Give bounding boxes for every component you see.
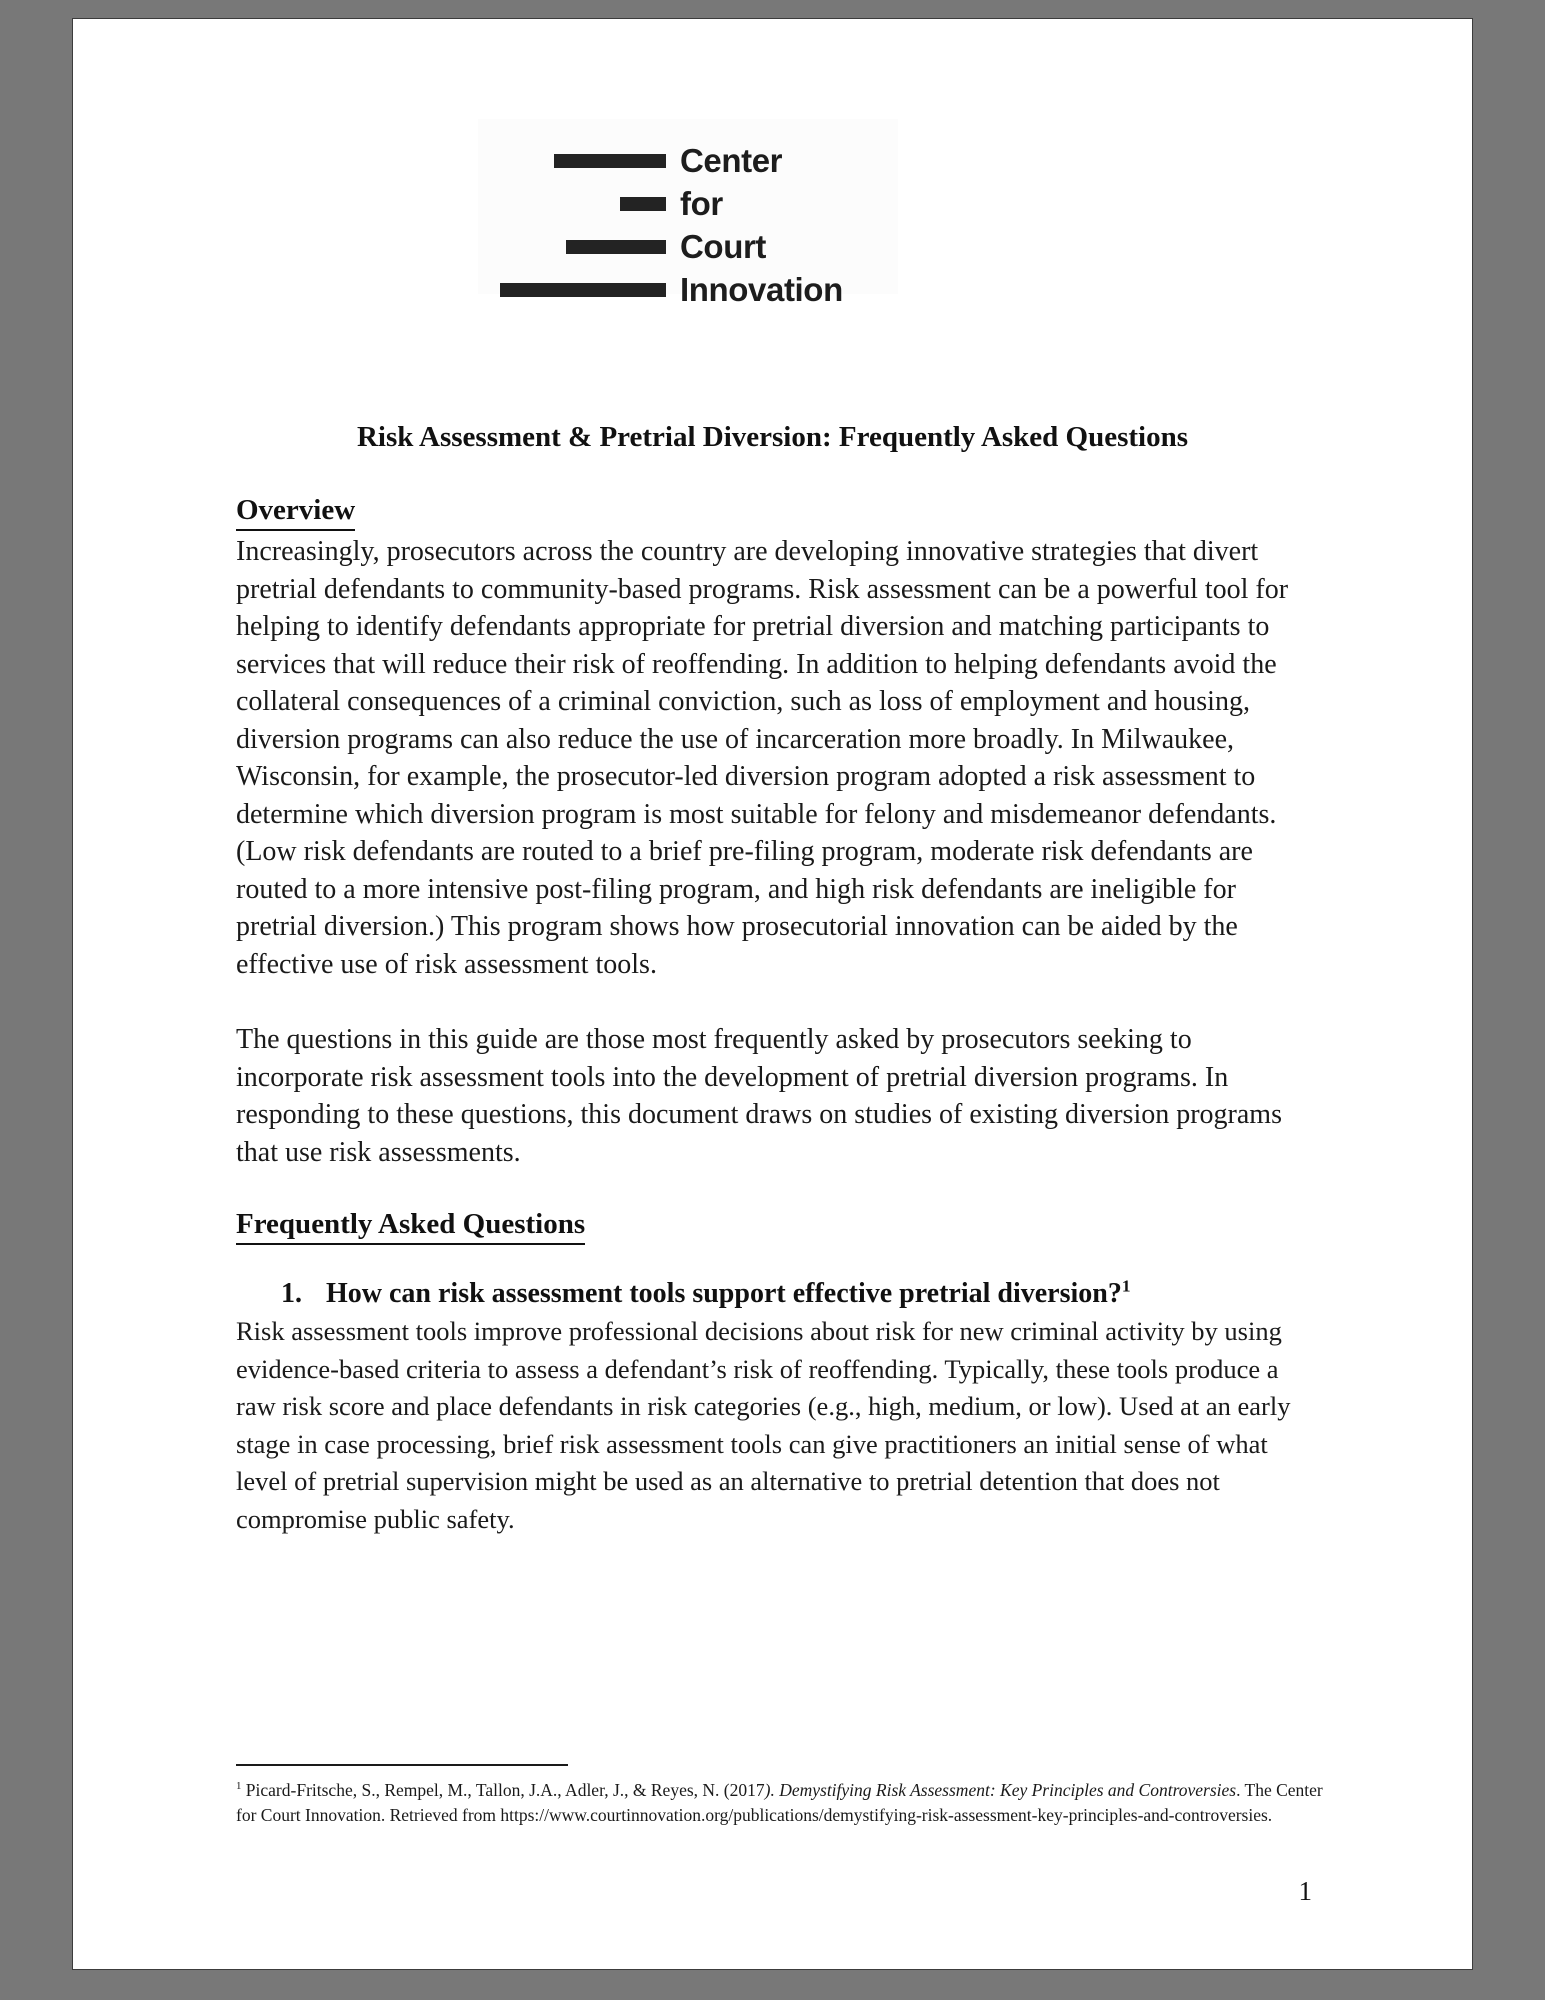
logo-bar-cell-4: [500, 283, 680, 297]
faq-answer-text: Risk assessment tools improve professional decisions about risk for new criminal activity by using evidence-based criteria to assess a defendant’s risk of reoffending. Typically, these tools produce a raw risk score and place defendants in risk categories (e.g., high, medium, or low). Used at an early stage in case processing, brief risk assessment tools can give practitioners an initial sense of what level of pretrial supervision might be used as an alternative to pretrial detention that does not compromise public safety.: [236, 1316, 1291, 1534]
footnote-reference-marker[interactable]: 1: [1121, 1276, 1131, 1296]
logo-inner: [500, 143, 880, 315]
logo-bar-icon: [554, 154, 666, 168]
logo-bar-icon: [620, 197, 666, 211]
document-body: [236, 491, 1311, 1538]
footnote-source: . The Center for Court Innovation. Retrieved from https://www.courtinnovation.org/publications/demystifying-risk-assessment-key-principles-and-controversies.: [236, 1780, 1323, 1825]
logo-row-1: [500, 143, 880, 179]
footnote-text: [236, 1778, 1326, 1828]
footnote-authors: Picard-Fritsche, S., Rempel, M., Tallon, J.A., Adler, J., & Reyes, N. (2017: [245, 1780, 765, 1800]
faq-question-text: [326, 1275, 1311, 1313]
logo-bar-icon: [500, 283, 666, 297]
footnote-block: [236, 1764, 1326, 1828]
organization-logo: [478, 119, 898, 308]
overview-heading-wrap: [236, 491, 1311, 533]
section-heading-faq: Frequently Asked Questions: [236, 1205, 585, 1245]
section-gap: [236, 1171, 1311, 1205]
section-heading-overview: Overview: [236, 491, 355, 531]
logo-row-2: [500, 186, 880, 222]
document-page: [72, 18, 1473, 1970]
footnote-separator-rule: [236, 1764, 568, 1766]
logo-row-4: [500, 272, 880, 308]
logo-word-for: for: [680, 185, 723, 222]
faq-question-item: [236, 1275, 1311, 1313]
logo-row-3: [500, 229, 880, 265]
faq-question-list: [236, 1275, 1311, 1313]
faq-question-number: 1.: [281, 1278, 302, 1309]
page-number: 1: [1298, 1876, 1312, 1906]
overview-paragraph-2: The questions in this guide are those most frequently asked by prosecutors seeking to incorporate risk assessment tools into the development of pretrial diversion programs. In responding to these questions, this document draws on studies of existing diversion programs that use risk assessments.: [236, 1024, 1282, 1168]
faq-question-label: How can risk assessment tools support effective pretrial diversion?: [326, 1278, 1122, 1309]
faq-gap: [236, 1247, 1311, 1275]
logo-word-center: Center: [680, 142, 783, 179]
logo-word-court: Court: [680, 228, 766, 265]
faq-heading-wrap: [236, 1205, 1311, 1247]
logo-bar-cell-2: [500, 197, 680, 211]
logo-bar-cell-3: [500, 240, 680, 254]
footnote-title: ). Demystifying Risk Assessment: Key Principles and Controversies: [764, 1780, 1237, 1800]
logo-word-innovation: Innovation: [680, 271, 843, 308]
logo-bar-cell-1: [500, 154, 680, 168]
paragraph-gap: [236, 983, 1311, 1021]
page-title: Risk Assessment & Pretrial Diversion: Frequently Asked Questions: [356, 421, 1189, 453]
overview-paragraph-1: Increasingly, prosecutors across the country are developing innovative strategies that divert pretrial defendants to community-based programs. Risk assessment can be a powerful tool for helping to identify defendants appropriate for pretrial diversion and matching participants to services that will reduce their risk of reoffending. In addition to helping defendants avoid the collateral consequences of a criminal conviction, such as loss of employment and housing, diversion programs can also reduce the use of incarceration more broadly. In Milwaukee, Wisconsin, for example, the prosecutor-led diversion program adopted a risk assessment to determine which diversion program is most suitable for felony and misdemeanor defendants. (Low risk defendants are routed to a brief pre-filing program, moderate risk defendants are routed to a more intensive post-filing program, and high risk defendants are ineligible for pretrial diversion.) This program shows how prosecutorial innovation can be aided by the effective use of risk assessment tools.: [236, 536, 1289, 980]
footnote-marker: 1: [236, 1780, 242, 1793]
logo-bar-icon: [566, 240, 666, 254]
